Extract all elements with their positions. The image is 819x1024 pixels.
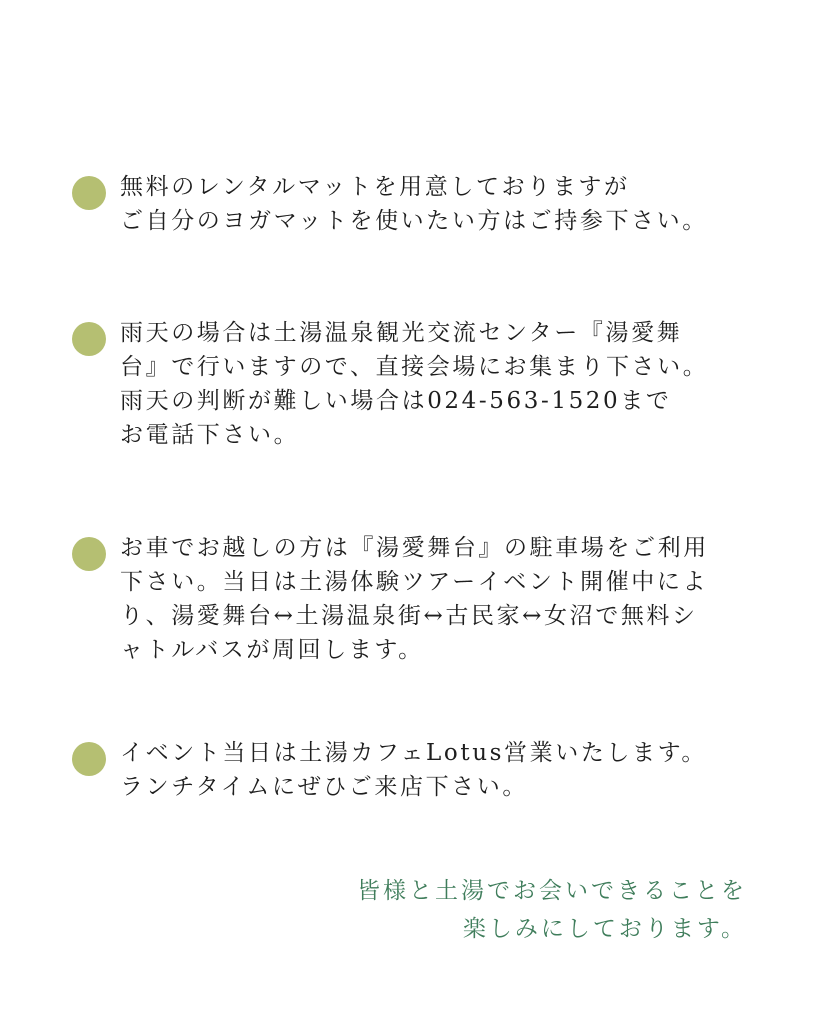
notice-line: 台』で行いますので、直接会場にお集まり下さい。 bbox=[120, 354, 709, 380]
bullet-dot bbox=[72, 322, 106, 356]
notice-line: 無料のレンタルマットを用意しておりますが bbox=[120, 174, 630, 200]
closing-line: 楽しみにしております。 bbox=[462, 916, 747, 942]
notice-text bbox=[120, 531, 709, 667]
bullet-dot bbox=[72, 176, 106, 210]
notice-line: 雨天の判断が難しい場合は024-563-1520まで bbox=[120, 388, 672, 414]
notice-line: り、湯愛舞台↔土湯温泉街↔古民家↔女沼で無料シ bbox=[120, 603, 698, 629]
notice-line: ャトルバスが周回します。 bbox=[120, 637, 424, 663]
notice-line: 雨天の場合は土湯温泉観光交流センター『湯愛舞 bbox=[120, 320, 683, 346]
notice-line: お車でお越しの方は『湯愛舞台』の駐車場をご利用 bbox=[120, 535, 709, 561]
bullet-dot bbox=[72, 742, 106, 776]
bullet-dot bbox=[72, 537, 106, 571]
closing-line: 皆様と土湯でお会いできることを bbox=[357, 878, 747, 904]
closing-message bbox=[357, 872, 747, 948]
notice-text bbox=[120, 736, 707, 804]
notice-text bbox=[120, 170, 708, 238]
notice-line: ご自分のヨガマットを使いたい方はご持参下さい。 bbox=[120, 208, 708, 234]
notice-line: 下さい。当日は土湯体験ツアーイベント開催中によ bbox=[120, 569, 709, 595]
notice-line: ランチタイムにぜひご来店下さい。 bbox=[120, 774, 528, 800]
notice-line: お電話下さい。 bbox=[120, 422, 300, 448]
notice-text bbox=[120, 316, 708, 452]
notice-line: イベント当日は土湯カフェLotus営業いたします。 bbox=[120, 740, 707, 766]
